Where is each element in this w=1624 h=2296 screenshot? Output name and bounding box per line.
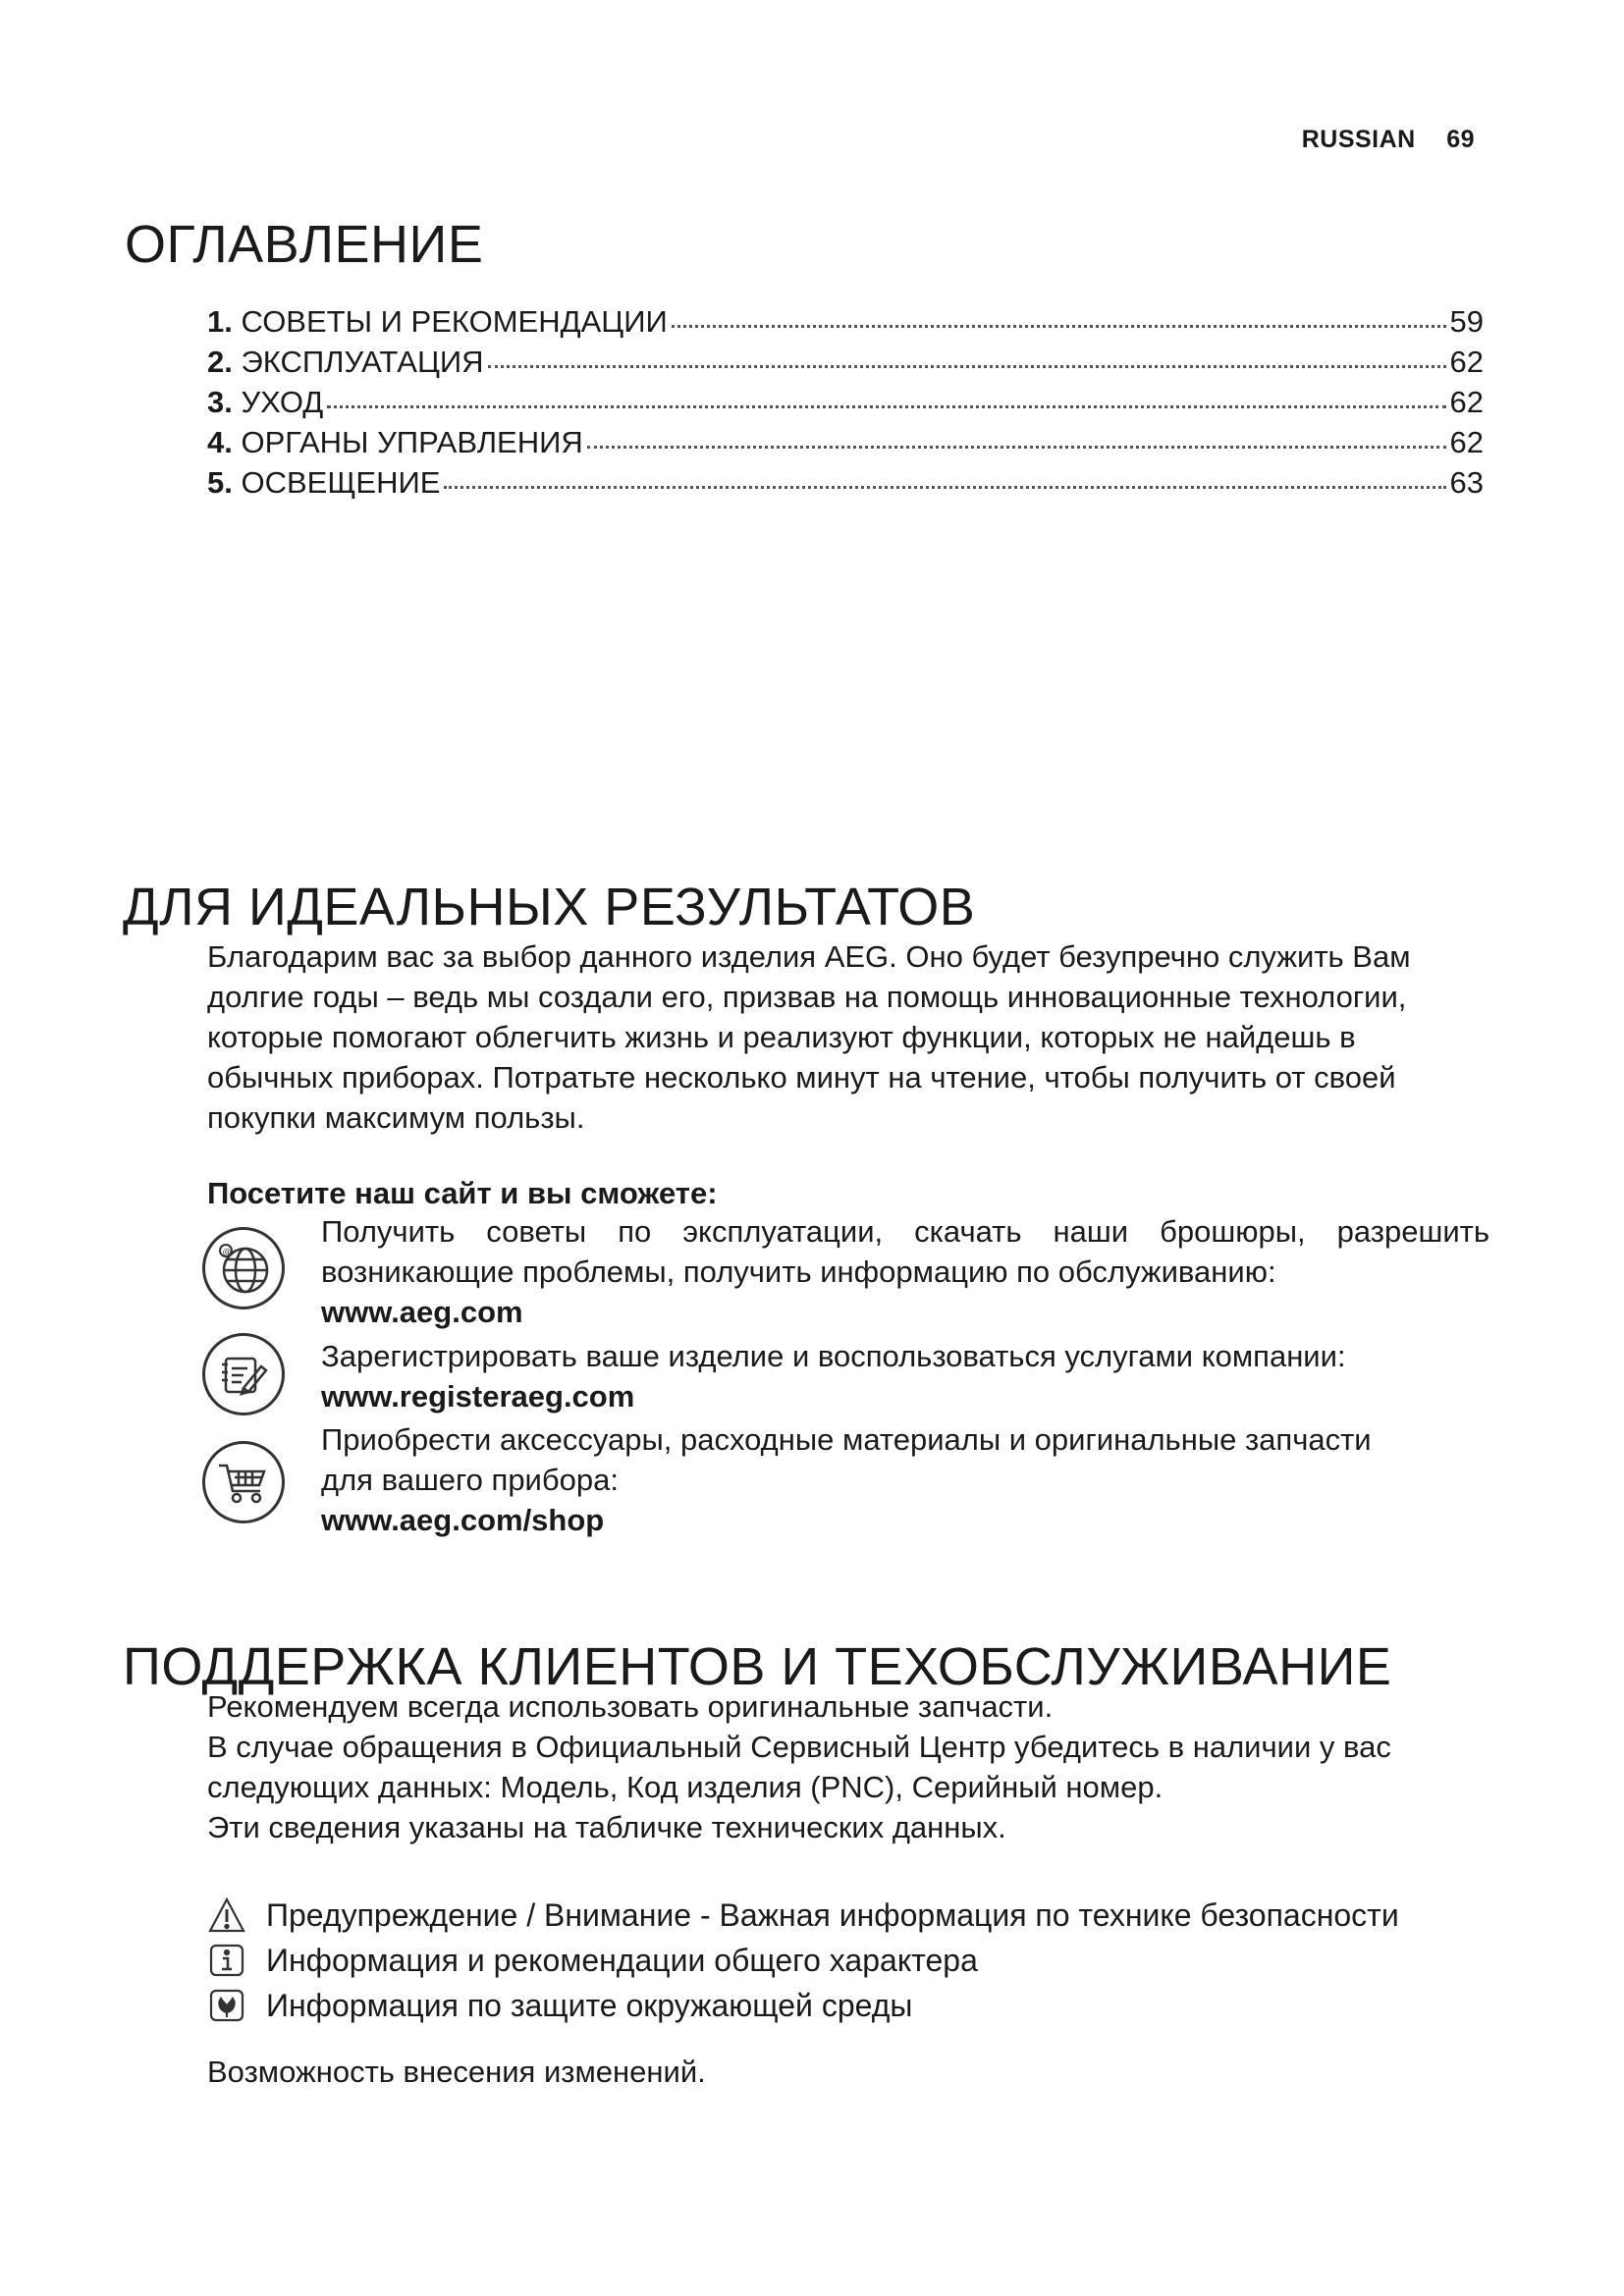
cart-icon (202, 1441, 285, 1523)
legend-text: Информация по защите окружающей среды (266, 1987, 913, 2023)
toc-item-page: 63 (1449, 465, 1484, 500)
toc-item-page: 62 (1449, 425, 1484, 459)
visit-heading: Посетите наш сайт и вы сможете: (207, 1176, 718, 1210)
legend-item (207, 1938, 1552, 1983)
page-header (1302, 126, 1475, 154)
toc-dot-leader (672, 325, 1446, 328)
toc-item[interactable] (207, 385, 1484, 425)
toc-item-label: УХОД (241, 385, 324, 419)
register-link[interactable]: www.registeraeg.com (321, 1379, 635, 1414)
results-intro (207, 936, 1552, 1138)
intro-line: долгие годы – ведь мы создали его, призвав на помощь инновационные технологии, (207, 980, 1407, 1014)
globe-icon (202, 1227, 285, 1309)
legend-text: Информация и рекомендации общего характера (266, 1942, 978, 1978)
toc-item-number: 2. (207, 345, 233, 379)
toc-item-page: 59 (1449, 304, 1484, 339)
intro-line: Благодарим вас за выбор данного изделия AEG. Оно будет безупречно служить Вам (207, 939, 1411, 974)
visit-text-line: Получить советы по эксплуатации, скачать наши брошюры, разрешить (321, 1214, 1489, 1249)
info-icon (207, 1941, 246, 1980)
environment-icon (207, 1986, 246, 2025)
toc-item-label: ЭКСПЛУАТАЦИЯ (241, 345, 484, 379)
visit-text-line: для вашего прибора: (321, 1463, 619, 1497)
toc-item-number: 3. (207, 385, 233, 419)
toc-item-number: 5. (207, 465, 233, 500)
toc-item-number: 1. (207, 304, 233, 339)
language-label: RUSSIAN (1301, 126, 1416, 153)
table-of-contents (207, 304, 1484, 506)
visit-item-site (321, 1211, 1489, 1332)
toc-title: ОГЛАВЛЕНИЕ (125, 215, 484, 274)
toc-item[interactable] (207, 425, 1484, 465)
support-line: Рекомендуем всегда использовать оригинальные запчасти. (207, 1689, 1054, 1724)
page-number: 69 (1446, 126, 1475, 153)
toc-dot-leader (587, 446, 1446, 449)
register-icon (202, 1333, 285, 1415)
warning-icon (207, 1896, 246, 1935)
toc-item-label: ОСВЕЩЕНИЕ (241, 465, 441, 500)
toc-dot-leader (444, 486, 1445, 489)
toc-item-label: СОВЕТЫ И РЕКОМЕНДАЦИИ (241, 304, 668, 339)
visit-text-line: возникающие проблемы, получить информацию по обслуживанию: (321, 1255, 1276, 1289)
toc-item[interactable] (207, 345, 1484, 385)
support-title: ПОДДЕРЖКА КЛИЕНТОВ И ТЕХОБСЛУЖИВАНИЕ (123, 1637, 1392, 1696)
toc-item-label: ОРГАНЫ УПРАВЛЕНИЯ (241, 425, 583, 459)
toc-item[interactable] (207, 465, 1484, 506)
toc-item-number: 4. (207, 425, 233, 459)
support-text (207, 1686, 1552, 1847)
support-line: следующих данных: Модель, Код изделия (PNC), Серийный номер. (207, 1770, 1164, 1804)
shop-link[interactable]: www.aeg.com/shop (321, 1503, 605, 1537)
svg-text:@: @ (222, 1248, 232, 1257)
intro-line: покупки максимум пользы. (207, 1100, 585, 1135)
toc-dot-leader (488, 365, 1446, 368)
site-link[interactable]: www.aeg.com (321, 1295, 523, 1329)
intro-line: которые помогают облегчить жизнь и реализуют функции, которых не найдешь в (207, 1020, 1356, 1054)
visit-item-shop (321, 1419, 1489, 1540)
results-title: ДЛЯ ИДЕАЛЬНЫХ РЕЗУЛЬТАТОВ (123, 878, 976, 936)
intro-line: обычных приборах. Потратьте несколько минут на чтение, чтобы получить от своей (207, 1060, 1396, 1095)
legend-item (207, 1893, 1552, 1938)
support-line: В случае обращения в Официальный Сервисный Центр убедитесь в наличии у вас (207, 1730, 1391, 1764)
toc-dot-leader (327, 405, 1445, 408)
visit-item-register (321, 1336, 1489, 1416)
toc-item-page: 62 (1449, 385, 1484, 419)
support-line: Эти сведения указаны на табличке технических данных. (207, 1810, 1006, 1844)
visit-text-line: Приобрести аксессуары, расходные материалы и оригинальные запчасти (321, 1422, 1372, 1457)
toc-item-page: 62 (1449, 345, 1484, 379)
legend-text: Предупреждение / Внимание - Важная информация по технике безопасности (266, 1896, 1399, 1933)
legend-item (207, 1983, 1552, 2028)
symbol-legend (207, 1893, 1552, 2028)
visit-text-line: Зарегистрировать ваше изделие и воспользоваться услугами компании: (321, 1339, 1346, 1373)
changes-notice: Возможность внесения изменений. (207, 2055, 706, 2089)
toc-item[interactable] (207, 304, 1484, 345)
